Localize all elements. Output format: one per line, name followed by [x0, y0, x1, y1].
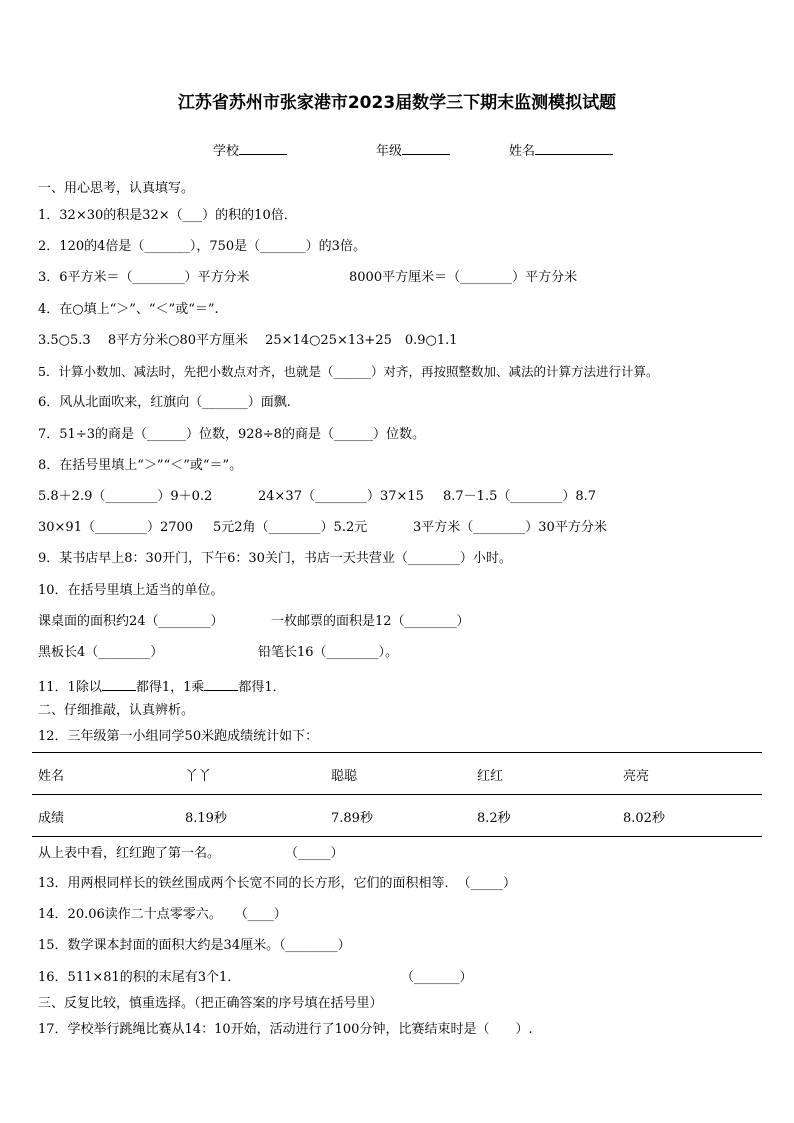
question-12: 12．三年级第一小组同学50米跑成绩统计如下：	[38, 729, 319, 744]
question-17: 17．学校举行跳绳比赛从14：10开始，活动进行了100分钟，比赛结束时是（ ）.	[38, 1022, 533, 1037]
table-header-cell: 丫丫	[185, 769, 212, 784]
question-8-item-5: 5元2角（________）5.2元	[213, 520, 368, 535]
page-title: 江苏省苏州市张家港市2023届数学三下期末监测模拟试题	[177, 93, 617, 113]
question-10-item-3: 黑板长4（________）	[38, 645, 164, 660]
question-8-item-2: 24×37（________）37×15	[258, 489, 424, 504]
question-8-item-1: 5.8＋2.9（________）9＋0.2	[38, 489, 213, 504]
table-cell: 8.02秒	[623, 811, 665, 826]
question-16: 16．511×81的积的末尾有3个1．	[38, 970, 241, 985]
question-16-answer-blank: （_______）	[401, 970, 473, 985]
question-11-blank-2[interactable]	[204, 677, 238, 691]
table-middle-rule	[32, 794, 762, 795]
question-2: 2．120的4倍是（_______），750是（_______）的3倍。	[38, 239, 366, 254]
question-11-part-c: 都得1．	[238, 680, 286, 695]
question-8-item-4: 30×91（________）2700	[38, 520, 194, 535]
school-blank[interactable]	[239, 141, 287, 155]
table-header-cell: 聪聪	[331, 769, 358, 784]
grade-blank[interactable]	[402, 141, 450, 155]
question-3-part-a: 3．6平方米＝（________）平方分米	[38, 270, 250, 285]
section-1-heading: 一、用心思考，认真填写。	[38, 181, 195, 196]
table-top-rule	[32, 752, 762, 753]
question-14: 14．20.06读作二十点零零六。 （____）	[38, 907, 287, 922]
grade-label: 年级	[376, 144, 403, 159]
question-11-blank-1[interactable]	[102, 677, 136, 691]
name-blank[interactable]	[535, 141, 613, 155]
table-cell: 8.2秒	[477, 811, 511, 826]
name-field	[509, 141, 613, 160]
section-2-heading: 二、仔细推敲，认真辨析。	[38, 703, 195, 718]
question-10-item-2: 一枚邮票的面积是12（________）	[271, 614, 470, 629]
question-10-item-1: 课桌面的面积约24（________）	[38, 614, 224, 629]
question-11	[38, 677, 286, 696]
question-1: 1．32×30的积是32×（___）的积的10倍．	[38, 208, 297, 223]
question-6: 6．风从北面吹来，红旗向（_______）面飘.	[38, 395, 291, 410]
question-7: 7．51÷3的商是（______）位数，928÷8的商是（______）位数。	[38, 427, 425, 442]
question-3-part-b: 8000平方厘米＝（________）平方分米	[349, 270, 578, 285]
question-12-statement: 从上表中看，红红跑了第一名。 （_____）	[38, 846, 344, 861]
question-10: 10．在括号里填上适当的单位。	[38, 583, 224, 598]
question-8-item-6: 3平方米（________）30平方分米	[413, 520, 607, 535]
school-label: 学校	[213, 144, 240, 159]
question-11-part-a: 11．1除以	[38, 680, 102, 695]
question-15: 15．数学课本封面的面积大约是34厘米。（________）	[38, 938, 351, 953]
table-cell: 8.19秒	[185, 811, 227, 826]
question-8-item-3: 8.7－1.5（________）8.7	[443, 489, 597, 504]
question-13: 13．用两根同样长的铁丝围成两个长宽不同的长方形，它们的面积相等． （_____）	[38, 876, 517, 891]
table-cell: 7.89秒	[331, 811, 373, 826]
section-3-heading: 三、反复比较，慎重选择。（把正确答案的序号填在括号里）	[38, 996, 383, 1011]
table-cell: 成绩	[38, 811, 65, 826]
question-4: 4．在○填上“＞”、“＜”或“＝”.	[38, 302, 219, 317]
question-8: 8．在括号里填上“＞”“＜”或“＝”。	[38, 458, 243, 473]
question-10-item-4: 铅笔长16（________）。	[258, 645, 399, 660]
question-9: 9．某书店早上8：30开门，下午6：30关门，书店一天共营业（________）小时。	[38, 551, 512, 566]
question-4-items: 3.5○5.3 8平方分米○80平方厘米 25×14○25×13+25 0.9○1.1	[38, 333, 458, 348]
table-bottom-rule	[32, 836, 762, 837]
table-header-cell: 红红	[477, 769, 504, 784]
school-field	[213, 141, 287, 160]
question-11-part-b: 都得1，1乘	[135, 680, 205, 695]
name-label: 姓名	[509, 144, 536, 159]
table-header-cell: 姓名	[38, 769, 65, 784]
question-5: 5．计算小数加、减法时，先把小数点对齐，也就是（______）对齐，再按照整数加、减法的计算方法进行计算。	[38, 364, 659, 379]
grade-field	[376, 141, 450, 160]
table-header-cell: 亮亮	[623, 769, 650, 784]
